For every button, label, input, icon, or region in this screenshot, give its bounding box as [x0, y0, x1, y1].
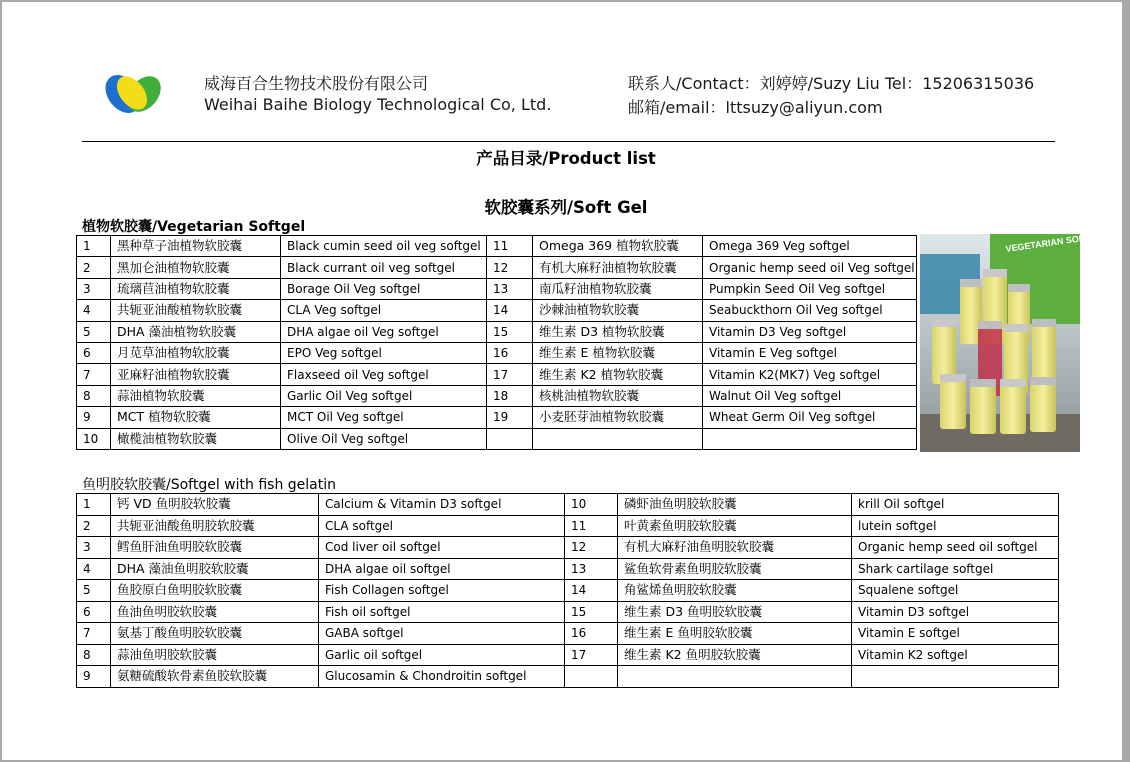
item-number-cell: 2 — [77, 257, 111, 278]
name-cn-cell: 维生素 E 鱼明胶软胶囊 — [618, 623, 852, 645]
email-line: 邮箱/email：lttsuzy@aliyun.com — [628, 98, 883, 117]
name-en-cell: Shark cartilage softgel — [852, 558, 1059, 580]
name-en-cell: Vitamin K2(MK7) Veg softgel — [703, 364, 917, 385]
name-en-cell — [703, 428, 917, 449]
table-row — [77, 494, 1059, 516]
name-en-cell: Borage Oil Veg softgel — [281, 278, 487, 299]
name-en-cell: Pumpkin Seed Oil Veg softgel — [703, 278, 917, 299]
name-cn-cell: 小麦胚芽油植物软胶囊 — [533, 407, 703, 428]
item-number-cell: 17 — [565, 644, 618, 666]
name-cn-cell: 维生素 D3 鱼明胶软胶囊 — [618, 601, 852, 623]
name-cn-cell: MCT 植物软胶囊 — [111, 407, 281, 428]
name-en-cell: Black currant oil veg softgel — [281, 257, 487, 278]
item-number-cell: 17 — [487, 364, 533, 385]
name-en-cell: Cod liver oil softgel — [319, 537, 565, 559]
item-number-cell: 7 — [77, 623, 111, 645]
item-number-cell: 2 — [77, 515, 111, 537]
name-en-cell: Vitamin D3 softgel — [852, 601, 1059, 623]
name-en-cell: lutein softgel — [852, 515, 1059, 537]
table-row — [77, 236, 917, 257]
item-number-cell: 16 — [565, 623, 618, 645]
name-cn-cell: 共轭亚油酸鱼明胶软胶囊 — [111, 515, 319, 537]
item-number-cell: 3 — [77, 537, 111, 559]
name-en-cell: Fish oil softgel — [319, 601, 565, 623]
item-number-cell: 3 — [77, 278, 111, 299]
name-cn-cell: 钙 VD 鱼明胶软胶囊 — [111, 494, 319, 516]
item-number-cell: 13 — [487, 278, 533, 299]
name-cn-cell: 维生素 D3 植物软胶囊 — [533, 321, 703, 342]
item-number-cell: 8 — [77, 644, 111, 666]
company-name-cn: 威海百合生物技术股份有限公司 — [204, 74, 429, 93]
name-en-cell: MCT Oil Veg softgel — [281, 407, 487, 428]
name-en-cell: krill Oil softgel — [852, 494, 1059, 516]
product-photo — [920, 229, 1109, 452]
name-cn-cell: 橄榄油植物软胶囊 — [111, 428, 281, 449]
name-en-cell: CLA Veg softgel — [281, 300, 487, 321]
name-cn-cell — [533, 428, 703, 449]
name-en-cell: Olive Oil Veg softgel — [281, 428, 487, 449]
table-row — [77, 257, 917, 278]
company-name-en: Weihai Baihe Biology Technological Co, Ltd. — [204, 95, 552, 114]
name-cn-cell: 沙棘油植物软胶囊 — [533, 300, 703, 321]
table-row — [77, 300, 917, 321]
name-cn-cell: 鳕鱼肝油鱼明胶软胶囊 — [111, 537, 319, 559]
name-en-cell: Black cumin seed oil veg softgel — [281, 236, 487, 257]
table-row — [77, 558, 1059, 580]
name-cn-cell: 有机大麻籽油植物软胶囊 — [533, 257, 703, 278]
name-cn-cell: DHA 藻油植物软胶囊 — [111, 321, 281, 342]
name-cn-cell: 南瓜籽油植物软胶囊 — [533, 278, 703, 299]
name-en-cell: Vitamin K2 softgel — [852, 644, 1059, 666]
table-row — [77, 407, 917, 428]
name-cn-cell: DHA 藻油鱼明胶软胶囊 — [111, 558, 319, 580]
name-cn-cell: 核桃油植物软胶囊 — [533, 385, 703, 406]
fish-gelatin-heading: 鱼明胶软胶囊/Softgel with fish gelatin — [82, 477, 336, 493]
name-en-cell: EPO Veg softgel — [281, 342, 487, 363]
name-cn-cell: 氨糖硫酸软骨素鱼胶软胶囊 — [111, 666, 319, 688]
name-en-cell: DHA algae oil softgel — [319, 558, 565, 580]
name-cn-cell: 维生素 K2 鱼明胶软胶囊 — [618, 644, 852, 666]
name-cn-cell: 黑加仑油植物软胶囊 — [111, 257, 281, 278]
item-number-cell — [565, 666, 618, 688]
name-en-cell: DHA algae oil Veg softgel — [281, 321, 487, 342]
name-en-cell: Vitamin D3 Veg softgel — [703, 321, 917, 342]
table-row — [77, 385, 917, 406]
company-logo — [106, 70, 162, 116]
item-number-cell: 10 — [565, 494, 618, 516]
name-cn-cell: 月苋草油植物软胶囊 — [111, 342, 281, 363]
page-title: 产品目录/Product list — [476, 149, 656, 168]
name-en-cell: Fish Collagen softgel — [319, 580, 565, 602]
item-number-cell: 18 — [487, 385, 533, 406]
item-number-cell: 4 — [77, 300, 111, 321]
document-page — [2, 2, 1122, 760]
item-number-cell: 14 — [487, 300, 533, 321]
table-row — [77, 601, 1059, 623]
item-number-cell: 19 — [487, 407, 533, 428]
item-number-cell: 16 — [487, 342, 533, 363]
item-number-cell: 4 — [77, 558, 111, 580]
table-row — [77, 666, 1059, 688]
item-number-cell: 6 — [77, 601, 111, 623]
name-cn-cell: 维生素 K2 植物软胶囊 — [533, 364, 703, 385]
item-number-cell: 8 — [77, 385, 111, 406]
name-en-cell: Glucosamin & Chondroitin softgel — [319, 666, 565, 688]
table-row — [77, 644, 1059, 666]
item-number-cell: 11 — [487, 236, 533, 257]
photo-banner-text: VEGETARIAN SOFTGEL — [1004, 229, 1109, 254]
series-title: 软胶囊系列/Soft Gel — [484, 198, 648, 217]
item-number-cell: 5 — [77, 321, 111, 342]
name-cn-cell: 鱼胶原白鱼明胶软胶囊 — [111, 580, 319, 602]
name-en-cell: CLA softgel — [319, 515, 565, 537]
name-cn-cell: Omega 369 植物软胶囊 — [533, 236, 703, 257]
name-cn-cell: 黑种草子油植物软胶囊 — [111, 236, 281, 257]
name-cn-cell: 共轭亚油酸植物软胶囊 — [111, 300, 281, 321]
table-row — [77, 278, 917, 299]
name-en-cell: Garlic oil softgel — [319, 644, 565, 666]
name-en-cell: Vitamin E Veg softgel — [703, 342, 917, 363]
table-row — [77, 537, 1059, 559]
item-number-cell: 5 — [77, 580, 111, 602]
name-en-cell: GABA softgel — [319, 623, 565, 645]
item-number-cell: 1 — [77, 236, 111, 257]
item-number-cell: 15 — [565, 601, 618, 623]
name-en-cell: Wheat Germ Oil Veg softgel — [703, 407, 917, 428]
name-en-cell: Garlic Oil Veg softgel — [281, 385, 487, 406]
name-en-cell: Seabuckthorn Oil Veg softgel — [703, 300, 917, 321]
item-number-cell: 10 — [77, 428, 111, 449]
name-cn-cell: 蒜油鱼明胶软胶囊 — [111, 644, 319, 666]
name-cn-cell: 磷虾油鱼明胶软胶囊 — [618, 494, 852, 516]
item-number-cell — [487, 428, 533, 449]
name-cn-cell: 维生素 E 植物软胶囊 — [533, 342, 703, 363]
vegetarian-heading: 植物软胶囊/Vegetarian Softgel — [82, 219, 306, 235]
table-row — [77, 623, 1059, 645]
item-number-cell: 6 — [77, 342, 111, 363]
table-row — [77, 342, 917, 363]
table-row — [77, 580, 1059, 602]
item-number-cell: 1 — [77, 494, 111, 516]
item-number-cell: 12 — [565, 537, 618, 559]
item-number-cell: 12 — [487, 257, 533, 278]
item-number-cell: 13 — [565, 558, 618, 580]
name-cn-cell: 琉璃苣油植物软胶囊 — [111, 278, 281, 299]
name-en-cell: Omega 369 Veg softgel — [703, 236, 917, 257]
item-number-cell: 7 — [77, 364, 111, 385]
name-en-cell: Organic hemp seed oil Veg softgel — [703, 257, 917, 278]
name-en-cell: Squalene softgel — [852, 580, 1059, 602]
header-divider — [82, 141, 1055, 142]
name-cn-cell: 鱼油鱼明胶软胶囊 — [111, 601, 319, 623]
contact-line: 联系人/Contact：刘婷婷/Suzy Liu Tel：15206315036 — [628, 74, 1035, 93]
name-cn-cell: 亚麻籽油植物软胶囊 — [111, 364, 281, 385]
fish-gelatin-table — [76, 493, 1059, 688]
name-cn-cell: 有机大麻籽油鱼明胶软胶囊 — [618, 537, 852, 559]
name-en-cell: Organic hemp seed oil softgel — [852, 537, 1059, 559]
item-number-cell: 11 — [565, 515, 618, 537]
name-cn-cell: 鲨鱼软骨素鱼明胶软胶囊 — [618, 558, 852, 580]
name-en-cell: Flaxseed oil Veg softgel — [281, 364, 487, 385]
table-row — [77, 321, 917, 342]
table-row — [77, 364, 917, 385]
item-number-cell: 9 — [77, 666, 111, 688]
name-cn-cell: 叶黄素鱼明胶软胶囊 — [618, 515, 852, 537]
item-number-cell: 14 — [565, 580, 618, 602]
table-row — [77, 428, 917, 449]
item-number-cell: 15 — [487, 321, 533, 342]
name-en-cell: Vitamin E softgel — [852, 623, 1059, 645]
name-cn-cell: 氨基丁酸鱼明胶软胶囊 — [111, 623, 319, 645]
name-cn-cell: 蒜油植物软胶囊 — [111, 385, 281, 406]
name-en-cell: Walnut Oil Veg softgel — [703, 385, 917, 406]
name-en-cell: Calcium & Vitamin D3 softgel — [319, 494, 565, 516]
name-cn-cell: 角鲨烯鱼明胶软胶囊 — [618, 580, 852, 602]
item-number-cell: 9 — [77, 407, 111, 428]
name-cn-cell — [618, 666, 852, 688]
vegetarian-table — [76, 235, 917, 450]
table-row — [77, 515, 1059, 537]
name-en-cell — [852, 666, 1059, 688]
